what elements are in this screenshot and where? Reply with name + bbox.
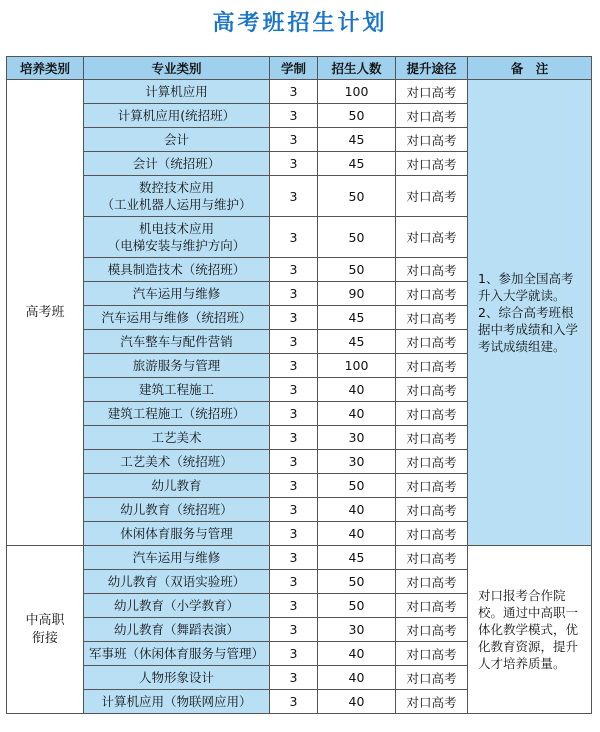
path-cell: 对口高考 bbox=[396, 354, 468, 378]
major-cell bbox=[84, 570, 270, 594]
count-cell: 100 bbox=[318, 354, 396, 378]
path-cell: 对口高考 bbox=[396, 378, 468, 402]
major-cell bbox=[84, 450, 270, 474]
remark-cell bbox=[468, 80, 592, 546]
count-cell: 50 bbox=[318, 104, 396, 128]
major-cell bbox=[84, 426, 270, 450]
major-label-line: 会计（统招班） bbox=[132, 156, 221, 171]
path-cell: 对口高考 bbox=[396, 258, 468, 282]
path-cell: 对口高考 bbox=[396, 306, 468, 330]
major-cell bbox=[84, 104, 270, 128]
major-cell bbox=[84, 80, 270, 104]
path-cell: 对口高考 bbox=[396, 80, 468, 104]
years-cell: 3 bbox=[270, 306, 318, 330]
path-cell: 对口高考 bbox=[396, 450, 468, 474]
count-cell: 30 bbox=[318, 426, 396, 450]
years-cell: 3 bbox=[270, 282, 318, 306]
years-cell: 3 bbox=[270, 104, 318, 128]
count-cell: 40 bbox=[318, 690, 396, 714]
major-label-line: 幼儿教育（舞蹈表演） bbox=[113, 622, 239, 637]
major-label-line: 工艺美术（统招班） bbox=[120, 454, 233, 469]
path-cell: 对口高考 bbox=[396, 690, 468, 714]
path-cell: 对口高考 bbox=[396, 546, 468, 570]
major-cell bbox=[84, 690, 270, 714]
path-cell: 对口高考 bbox=[396, 642, 468, 666]
path-cell: 对口高考 bbox=[396, 282, 468, 306]
major-cell bbox=[84, 306, 270, 330]
count-cell: 45 bbox=[318, 330, 396, 354]
path-cell: 对口高考 bbox=[396, 522, 468, 546]
major-label-line: 建筑工程施工 bbox=[138, 382, 214, 397]
major-label-line: 汽车运用与维修（统招班） bbox=[101, 310, 252, 325]
major-cell bbox=[84, 152, 270, 176]
major-label-line: 幼儿教育 bbox=[151, 478, 202, 493]
major-cell bbox=[84, 128, 270, 152]
major-label-line: 计算机应用 bbox=[145, 84, 208, 99]
path-cell: 对口高考 bbox=[396, 176, 468, 217]
header-remark: 备 注 bbox=[468, 57, 592, 80]
header-path: 提升途径 bbox=[396, 57, 468, 80]
years-cell: 3 bbox=[270, 546, 318, 570]
years-cell: 3 bbox=[270, 594, 318, 618]
major-cell bbox=[84, 330, 270, 354]
major-label-line: 工艺美术 bbox=[151, 430, 202, 445]
years-cell: 3 bbox=[270, 330, 318, 354]
count-cell: 30 bbox=[318, 450, 396, 474]
years-cell: 3 bbox=[270, 618, 318, 642]
major-label-line: 汽车运用与维修 bbox=[132, 550, 221, 565]
years-cell: 3 bbox=[270, 80, 318, 104]
path-cell: 对口高考 bbox=[396, 666, 468, 690]
major-label-line: 休闲体育服务与管理 bbox=[120, 526, 233, 541]
table-row bbox=[7, 546, 592, 570]
path-cell: 对口高考 bbox=[396, 330, 468, 354]
major-label-line: 模具制造技术（统招班） bbox=[107, 262, 246, 277]
years-cell: 3 bbox=[270, 498, 318, 522]
years-cell: 3 bbox=[270, 570, 318, 594]
major-cell bbox=[84, 666, 270, 690]
count-cell: 90 bbox=[318, 282, 396, 306]
count-cell: 50 bbox=[318, 217, 396, 258]
years-cell: 3 bbox=[270, 378, 318, 402]
category-cell: 高考班 bbox=[7, 80, 84, 546]
years-cell: 3 bbox=[270, 128, 318, 152]
years-cell: 3 bbox=[270, 426, 318, 450]
count-cell: 50 bbox=[318, 594, 396, 618]
path-cell: 对口高考 bbox=[396, 217, 468, 258]
count-cell: 45 bbox=[318, 128, 396, 152]
count-cell: 50 bbox=[318, 474, 396, 498]
years-cell: 3 bbox=[270, 152, 318, 176]
major-cell bbox=[84, 176, 270, 217]
major-cell bbox=[84, 217, 270, 258]
count-cell: 40 bbox=[318, 402, 396, 426]
major-label-line: 幼儿教育（双语实验班） bbox=[107, 574, 246, 589]
major-label-line: 计算机应用(统招班） bbox=[117, 108, 236, 123]
major-cell bbox=[84, 378, 270, 402]
path-cell: 对口高考 bbox=[396, 618, 468, 642]
count-cell: 45 bbox=[318, 306, 396, 330]
path-cell: 对口高考 bbox=[396, 152, 468, 176]
table-body bbox=[7, 80, 592, 714]
path-cell: 对口高考 bbox=[396, 498, 468, 522]
major-label-line: 会计 bbox=[163, 132, 189, 147]
major-label-line: （工业机器人运用与维护） bbox=[101, 197, 252, 212]
path-cell: 对口高考 bbox=[396, 402, 468, 426]
major-cell bbox=[84, 258, 270, 282]
major-label-line: 汽车整车与配件营销 bbox=[120, 334, 233, 349]
major-cell bbox=[84, 594, 270, 618]
major-label-line: 建筑工程施工（统招班） bbox=[107, 406, 246, 421]
remark-text: 1、参加全国高考升入大学就读。 bbox=[478, 271, 574, 303]
category-cell bbox=[7, 546, 84, 714]
major-cell bbox=[84, 618, 270, 642]
count-cell: 40 bbox=[318, 498, 396, 522]
header-count: 招生人数 bbox=[318, 57, 396, 80]
path-cell: 对口高考 bbox=[396, 128, 468, 152]
years-cell: 3 bbox=[270, 176, 318, 217]
years-cell: 3 bbox=[270, 450, 318, 474]
count-cell: 50 bbox=[318, 258, 396, 282]
years-cell: 3 bbox=[270, 642, 318, 666]
major-cell bbox=[84, 354, 270, 378]
count-cell: 40 bbox=[318, 378, 396, 402]
category-label-line: 中高职 bbox=[25, 612, 65, 628]
years-cell: 3 bbox=[270, 474, 318, 498]
table-header-row bbox=[7, 57, 592, 80]
table-row bbox=[7, 80, 592, 104]
count-cell: 100 bbox=[318, 80, 396, 104]
header-major: 专业类别 bbox=[84, 57, 270, 80]
count-cell: 45 bbox=[318, 152, 396, 176]
major-label-line: 军事班（休闲体育服务与管理） bbox=[88, 646, 264, 661]
remark-text: 2、综合高考班根据中考成绩和入学考试成绩组建。 bbox=[478, 305, 579, 354]
major-label-line: 幼儿教育（统招班） bbox=[120, 502, 233, 517]
path-cell: 对口高考 bbox=[396, 594, 468, 618]
major-cell bbox=[84, 546, 270, 570]
path-cell: 对口高考 bbox=[396, 570, 468, 594]
major-cell bbox=[84, 522, 270, 546]
major-cell bbox=[84, 282, 270, 306]
count-cell: 40 bbox=[318, 666, 396, 690]
path-cell: 对口高考 bbox=[396, 474, 468, 498]
major-cell bbox=[84, 642, 270, 666]
path-cell: 对口高考 bbox=[396, 104, 468, 128]
years-cell: 3 bbox=[270, 690, 318, 714]
count-cell: 50 bbox=[318, 570, 396, 594]
count-cell: 45 bbox=[318, 546, 396, 570]
years-cell: 3 bbox=[270, 258, 318, 282]
major-label-line: （电梯安装与维护方向） bbox=[107, 238, 246, 253]
major-label-line: 机电技术应用 bbox=[138, 221, 214, 236]
major-label-line: 计算机应用（物联网应用） bbox=[101, 694, 252, 709]
major-label-line: 数控技术应用 bbox=[138, 180, 214, 195]
major-label-line: 汽车运用与维修 bbox=[132, 286, 221, 301]
count-cell: 40 bbox=[318, 642, 396, 666]
years-cell: 3 bbox=[270, 522, 318, 546]
count-cell: 30 bbox=[318, 618, 396, 642]
header-category: 培养类别 bbox=[7, 57, 84, 80]
years-cell: 3 bbox=[270, 666, 318, 690]
header-years: 学制 bbox=[270, 57, 318, 80]
major-cell bbox=[84, 402, 270, 426]
major-label-line: 幼儿教育（小学教育） bbox=[113, 598, 239, 613]
remark-text: 对口报考合作院校。通过中高职一体化教学模式，优化教育资源，提升人才培养质量。 bbox=[478, 588, 579, 671]
years-cell: 3 bbox=[270, 217, 318, 258]
enrollment-plan-table bbox=[6, 56, 592, 714]
major-label-line: 旅游服务与管理 bbox=[132, 358, 221, 373]
count-cell: 50 bbox=[318, 176, 396, 217]
major-cell bbox=[84, 474, 270, 498]
remark-cell bbox=[468, 546, 592, 714]
page-title: 高考班招生计划 bbox=[212, 10, 388, 36]
count-cell: 40 bbox=[318, 522, 396, 546]
years-cell: 3 bbox=[270, 402, 318, 426]
years-cell: 3 bbox=[270, 354, 318, 378]
path-cell: 对口高考 bbox=[396, 426, 468, 450]
major-label-line: 人物形象设计 bbox=[138, 670, 214, 685]
major-cell bbox=[84, 498, 270, 522]
category-label-line: 衔接 bbox=[31, 630, 58, 646]
